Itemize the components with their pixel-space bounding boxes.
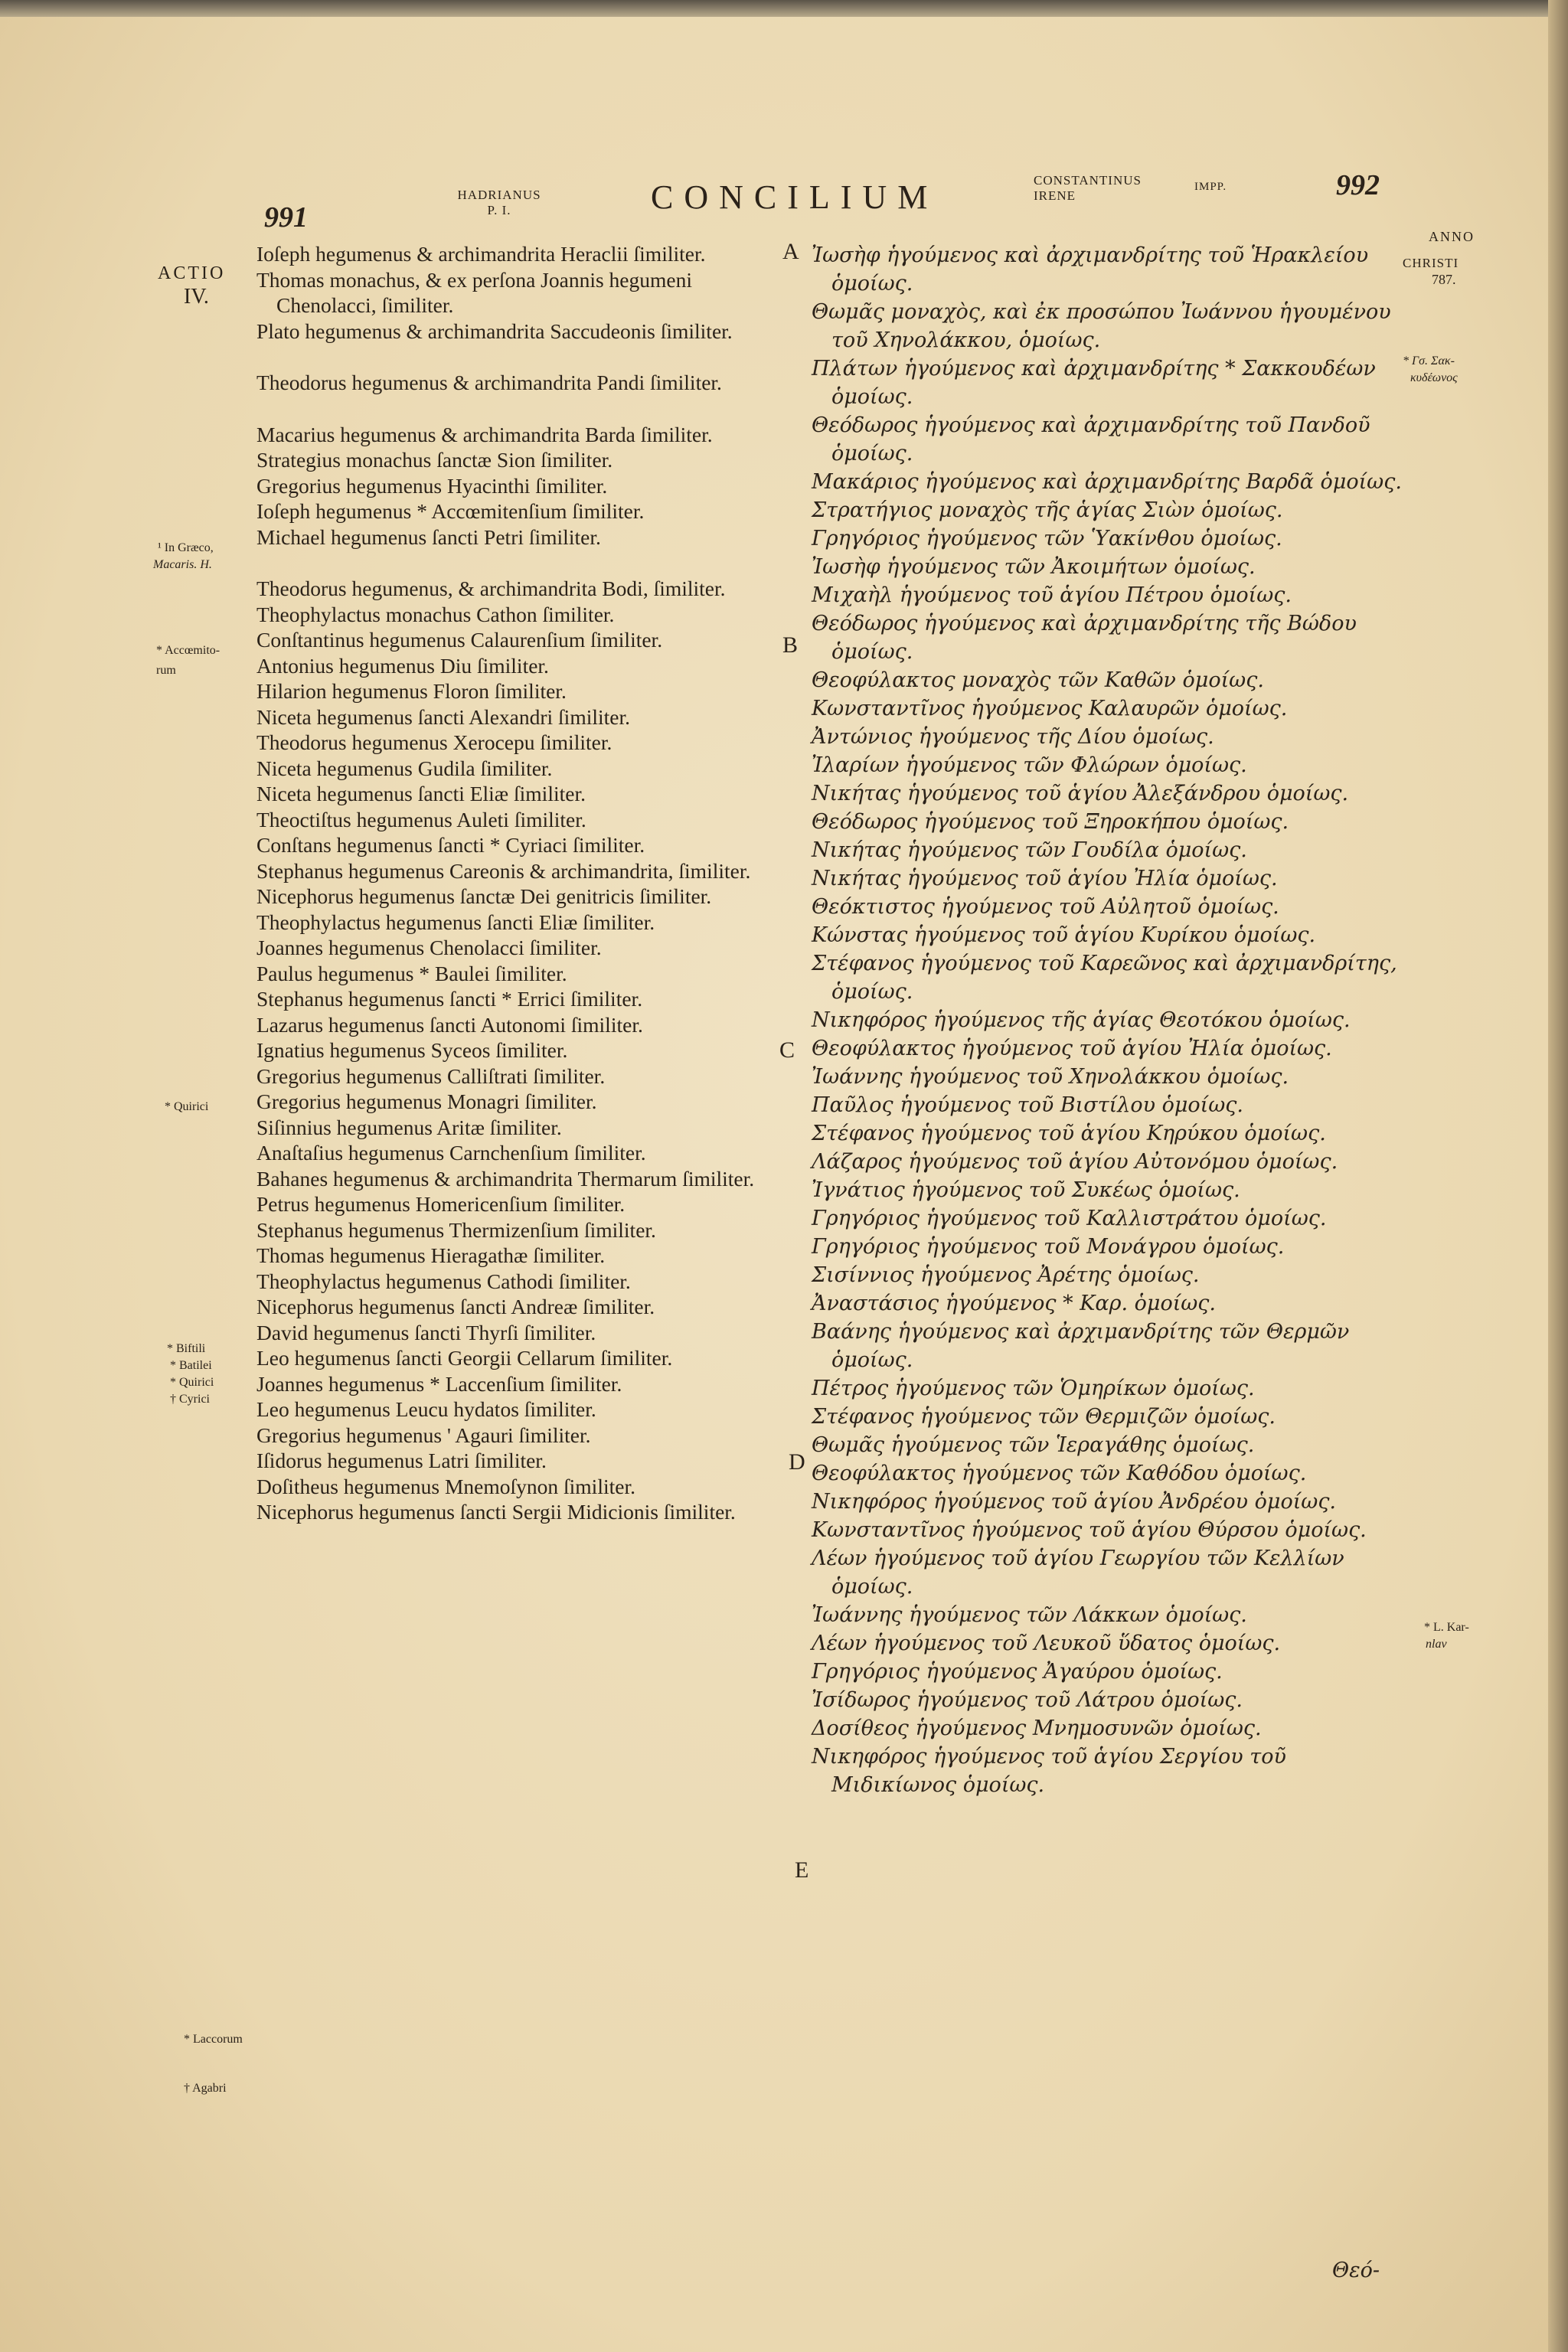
page-title: CONCILIUM <box>651 178 939 216</box>
margin-anno: ANNO <box>1429 229 1475 244</box>
greek-entry: Ἀντώνιος ἡγούμενος τῆς Δίου ὁμοίως. <box>812 725 1214 749</box>
margin-note: * Quirici <box>170 1376 214 1389</box>
latin-entry: Joannes hegumenus Chenolacci ſimiliter. <box>256 936 602 959</box>
margin-note: ¹ In Græco, <box>158 541 214 554</box>
greek-entry: Νικήτας ἡγούμενος τῶν Γουδίλα ὁμοίως. <box>812 838 1247 862</box>
latin-entry: Theophylactus hegumenus Cathodi ſimiliter. <box>256 1269 631 1293</box>
latin-entry: Lazarus hegumenus ſancti Autonomi ſimiliter. <box>256 1012 643 1037</box>
margin-note: rum <box>156 664 176 677</box>
latin-entry: Ioſeph hegumenus & archimandrita Heraclii ſimiliter. <box>256 242 706 266</box>
latin-entry: Bahanes hegumenus & archimandrita Thermarum ſimiliter. <box>256 1166 755 1191</box>
greek-entry: Θωμᾶς ἡγούμενος τῶν Ἱεραγάθης ὁμοίως. <box>812 1433 1255 1457</box>
latin-entry: Nicephorus hegumenus ſanctæ Dei genitricis ſimiliter. <box>256 884 712 908</box>
greek-entry: Νικηφόρος ἡγούμενος τοῦ ἁγίου Σεργίου τοῦ Μιδικίωνος ὁμοίως. <box>812 1745 1286 1797</box>
latin-entry: Joannes hegumenus * Laccenſium ſimiliter. <box>256 1371 622 1396</box>
right-running-head-impp: IMPP. <box>1194 181 1227 193</box>
greek-entry: Λέων ἡγούμενος τοῦ Λευκοῦ ὕδατος ὁμοίως. <box>812 1632 1281 1655</box>
latin-entry: Doſitheus hegumenus Mnemoſynon ſimiliter. <box>256 1474 635 1498</box>
latin-entry: Plato hegumenus & archimandrita Saccudeonis ſimiliter. <box>256 318 733 343</box>
page-right-edge <box>1548 0 1568 2352</box>
greek-entry: Στέφανος ἡγούμενος τοῦ ἁγίου Κηρύκου ὁμοίως. <box>812 1122 1326 1145</box>
latin-entry: Niceta hegumenus ſancti Eliæ ſimiliter. <box>256 782 586 805</box>
greek-entry: Μακάριος ἡγούμενος καὶ ἀρχιμανδρίτης Βαρδᾶ ὁμοίως. <box>812 470 1402 494</box>
catchword: Θεό- <box>1332 2259 1380 2282</box>
latin-entry: Gregorius hegumenus ' Agauri ſimiliter. <box>256 1423 591 1447</box>
latin-entry: Stephanus hegumenus Careonis & archimandrita, ſimiliter. <box>256 858 751 883</box>
latin-entry: David hegumenus ſancti Thyrſi ſimiliter. <box>256 1320 596 1344</box>
latin-entry: Thomas monachus, & ex perſona Joannis hegumeni Chenolacci, ſimiliter. <box>256 267 692 317</box>
latin-entry: Ignatius hegumenus Syceos ſimiliter. <box>256 1038 568 1062</box>
latin-entry: Theoctiſtus hegumenus Auleti ſimiliter. <box>256 807 586 831</box>
paragraph-gap <box>256 344 762 370</box>
greek-entry: Θεοφύλακτος ἡγούμενος τῶν Καθόδου ὁμοίως. <box>812 1462 1307 1485</box>
greek-entry: Θωμᾶς μοναχὸς, καὶ ἐκ προσώπου Ἰωάννου ἡγουμένου τοῦ Χηνολάκκου, ὁμοίως. <box>812 300 1391 352</box>
margin-note: † Cyrici <box>170 1393 210 1406</box>
latin-column <box>256 241 762 1525</box>
margin-actio: ACTIO <box>158 263 226 283</box>
greek-entry: Μιχαὴλ ἡγούμενος τοῦ ἁγίου Πέτρου ὁμοίως. <box>812 583 1292 607</box>
greek-entry: Ἀναστάσιος ἡγούμενος * Καρ. ὁμοίως. <box>812 1292 1217 1315</box>
margin-note: † Agabri <box>184 2082 227 2095</box>
latin-entry: Strategius monachus ſanctæ Sion ſimiliter. <box>256 448 613 472</box>
margin-note: * Laccorum <box>184 2033 243 2046</box>
margin-note: nlav <box>1426 1638 1447 1651</box>
right-running-head-line1: CONSTANTINUS <box>1034 173 1142 188</box>
left-running-head-line2: P. I. <box>487 203 511 217</box>
greek-entry: Πλάτων ἡγούμενος καὶ ἀρχιμανδρίτης * Σακκουδέων ὁμοίως. <box>812 357 1376 409</box>
right-running-head <box>1034 173 1171 204</box>
greek-entry: Γρηγόριος ἡγούμενος Ἀγαύρου ὁμοίως. <box>812 1660 1223 1684</box>
margin-note: Macaris. H. <box>153 558 212 571</box>
margin-christi: CHRISTI <box>1403 256 1459 270</box>
latin-entry: Theophylactus hegumenus ſancti Eliæ ſimiliter. <box>256 910 655 934</box>
greek-entry: Βαάνης ἡγούμενος καὶ ἀρχιμανδρίτης τῶν Θερμῶν ὁμοίως. <box>812 1320 1350 1372</box>
margin-note: * Γσ. Σακ- <box>1403 354 1455 368</box>
left-running-head <box>446 188 553 218</box>
latin-entry: Theophylactus monachus Cathon ſimiliter. <box>256 602 615 626</box>
latin-entry: Siſinnius hegumenus Aritæ ſimiliter. <box>256 1115 562 1139</box>
greek-entry: Παῦλος ἡγούμενος τοῦ Βιστίλου ὁμοίως. <box>812 1093 1243 1117</box>
latin-entry: Iſidorus hegumenus Latri ſimiliter. <box>256 1449 547 1472</box>
greek-entry: Κώνστας ἡγούμενος τοῦ ἁγίου Κυρίκου ὁμοίως. <box>812 923 1316 947</box>
greek-entry: Λέων ἡγούμενος τοῦ ἁγίου Γεωργίου τῶν Κελλίων ὁμοίως. <box>812 1547 1344 1599</box>
margin-note: * Quirici <box>165 1100 209 1113</box>
paragraph-gap <box>256 550 762 576</box>
latin-entry: Leo hegumenus ſancti Georgii Cellarum ſimiliter. <box>256 1346 673 1370</box>
latin-entry: Theodorus hegumenus, & archimandrita Bodi, ſimiliter. <box>256 577 726 600</box>
greek-entry: Λάζαρος ἡγούμενος τοῦ ἁγίου Αὐτονόμου ὁμοίως. <box>812 1150 1338 1174</box>
latin-entry: Thomas hegumenus Hieragathæ ſimiliter. <box>256 1243 606 1267</box>
greek-entry: Θεόδωρος ἡγούμενος καὶ ἀρχιμανδρίτης τῆς Βώδου ὁμοίως. <box>812 612 1357 664</box>
margin-actio-number: IV. <box>184 285 209 309</box>
greek-entry: Θεοφύλακτος μοναχὸς τῶν Καθῶν ὁμοίως. <box>812 668 1264 692</box>
latin-entry: Niceta hegumenus ſancti Alexandri ſimiliter. <box>256 704 630 729</box>
greek-entry: Νικήτας ἡγούμενος τοῦ ἁγίου Ἠλία ὁμοίως. <box>812 867 1278 890</box>
paragraph-gap <box>256 396 762 422</box>
latin-entry: Nicephorus hegumenus ſancti Sergii Midicionis ſimiliter. <box>256 1500 736 1524</box>
latin-entry: Gregorius hegumenus Monagri ſimiliter. <box>256 1089 597 1113</box>
greek-entry: Στέφανος ἡγούμενος τῶν Θερμιζῶν ὁμοίως. <box>812 1405 1276 1429</box>
latin-entry: Petrus hegumenus Homericenſium ſimiliter. <box>256 1192 626 1216</box>
greek-entry: Κωνσταντῖνος ἡγούμενος τοῦ ἁγίου Θύρσου ὁμοίως. <box>812 1518 1367 1542</box>
greek-entry: Θεοφύλακτος ἡγούμενος τοῦ ἁγίου Ἠλία ὁμοίως. <box>812 1037 1332 1060</box>
latin-entry: Stephanus hegumenus ſancti * Errici ſimiliter. <box>256 987 643 1011</box>
greek-entry: Γρηγόριος ἡγούμενος τοῦ Μονάγρου ὁμοίως. <box>812 1235 1285 1259</box>
margin-note: * Batilei <box>170 1359 212 1372</box>
latin-entry: Gregorius hegumenus Calliſtrati ſimiliter. <box>256 1063 606 1088</box>
greek-entry: Κωνσταντῖνος ἡγούμενος Καλαυρῶν ὁμοίως. <box>812 697 1288 720</box>
greek-entry: Δοσίθεος ἡγούμενος Μνημοσυνῶν ὁμοίως. <box>812 1717 1262 1740</box>
section-marker: A <box>782 239 799 264</box>
latin-entry: Theodorus hegumenus Xerocepu ſimiliter. <box>256 730 612 754</box>
latin-entry: Gregorius hegumenus Hyacinthi ſimiliter. <box>256 473 608 498</box>
greek-entry: Γρηγόριος ἡγούμενος τῶν Ὑακίνθου ὁμοίως. <box>812 527 1282 550</box>
section-marker: B <box>782 632 799 658</box>
page-top-edge <box>0 0 1568 17</box>
greek-entry: Ἰλαρίων ἡγούμενος τῶν Φλώρων ὁμοίως. <box>812 753 1247 777</box>
latin-entry: Niceta hegumenus Gudila ſimiliter. <box>256 756 553 780</box>
latin-entry: Theodorus hegumenus & archimandrita Pandi ſimiliter. <box>256 371 722 394</box>
margin-note: κυδέωνος <box>1410 371 1458 384</box>
greek-entry: Ἰγνάτιος ἡγούμενος τοῦ Συκέως ὁμοίως. <box>812 1178 1240 1202</box>
greek-entry: Νικήτας ἡγούμενος τοῦ ἁγίου Ἀλεξάνδρου ὁμοίως. <box>812 782 1349 805</box>
greek-entry: Θεόκτιστος ἡγούμενος τοῦ Αὐλητοῦ ὁμοίως. <box>812 895 1279 919</box>
margin-year: 787. <box>1432 272 1456 287</box>
latin-entry: Stephanus hegumenus Thermizenſium ſimiliter. <box>256 1217 656 1242</box>
greek-entry: Ἰωσὴφ ἡγούμενος καὶ ἀρχιμανδρίτης τοῦ Ἡρακλείου ὁμοίως. <box>812 243 1369 296</box>
greek-column <box>812 241 1409 1799</box>
section-marker: D <box>789 1449 805 1475</box>
margin-note: * Biftili <box>167 1342 206 1355</box>
greek-entry: Στέφανος ἡγούμενος τοῦ Καρεῶνος καὶ ἀρχιμανδρίτης, ὁμοίως. <box>812 952 1397 1004</box>
latin-entry: Paulus hegumenus * Baulei ſimiliter. <box>256 961 567 985</box>
greek-entry: Θεόδωρος ἡγούμενος τοῦ Ξηροκήπου ὁμοίως. <box>812 810 1289 834</box>
greek-entry: Ἰωάννης ἡγούμενος τῶν Λάκκων ὁμοίως. <box>812 1603 1247 1627</box>
latin-entry: Leo hegumenus Leucu hydatos ſimiliter. <box>256 1397 596 1421</box>
right-folio-number: 992 <box>1336 169 1380 201</box>
latin-entry: Nicephorus hegumenus ſancti Andreæ ſimiliter. <box>256 1295 655 1318</box>
section-marker: C <box>779 1037 795 1063</box>
greek-entry: Ἰσίδωρος ἡγούμενος τοῦ Λάτρου ὁμοίως. <box>812 1688 1243 1712</box>
latin-entry: Antonius hegumenus Diu ſimiliter. <box>256 653 549 678</box>
greek-entry: Ἰωάννης ἡγούμενος τοῦ Χηνολάκκου ὁμοίως. <box>812 1065 1289 1089</box>
greek-entry: Σισίννιος ἡγούμενος Ἀρέτης ὁμοίως. <box>812 1263 1200 1287</box>
left-folio-number: 991 <box>264 201 308 234</box>
section-marker: E <box>795 1857 809 1883</box>
greek-entry: Νικηφόρος ἡγούμενος τοῦ ἁγίου Ἀνδρέου ὁμοίως. <box>812 1490 1337 1514</box>
greek-entry: Ἰωσὴφ ἡγούμενος τῶν Ἀκοιμήτων ὁμοίως. <box>812 555 1256 579</box>
latin-entry: Anaſtaſius hegumenus Carnchenſium ſimiliter. <box>256 1141 646 1165</box>
margin-note: * L. Kar- <box>1424 1621 1469 1634</box>
latin-entry: Michael hegumenus ſancti Petri ſimiliter. <box>256 524 601 549</box>
greek-entry: Θεόδωρος ἡγούμενος καὶ ἀρχιμανδρίτης τοῦ Πανδοῦ ὁμοίως. <box>812 413 1370 466</box>
latin-entry: Macarius hegumenus & archimandrita Barda ſimiliter. <box>256 422 713 446</box>
greek-entry: Στρατήγιος μοναχὸς τῆς ἁγίας Σιὼν ὁμοίως. <box>812 498 1283 522</box>
right-running-head-line2: IRENE <box>1034 188 1076 203</box>
latin-entry: Hilarion hegumenus Floron ſimiliter. <box>256 679 567 703</box>
left-running-head-line1: HADRIANUS <box>457 188 541 202</box>
latin-entry: Ioſeph hegumenus * Accœmitenſium ſimiliter. <box>256 499 645 523</box>
latin-entry: Conſtans hegumenus ſancti * Cyriaci ſimiliter. <box>256 833 645 857</box>
latin-entry: Conſtantinus hegumenus Calaurenſium ſimiliter. <box>256 628 663 652</box>
greek-entry: Νικηφόρος ἡγούμενος τῆς ἁγίας Θεοτόκου ὁμοίως. <box>812 1008 1351 1032</box>
margin-note: * Accœmito- <box>156 644 220 657</box>
greek-entry: Γρηγόριος ἡγούμενος τοῦ Καλλιστράτου ὁμοίως. <box>812 1207 1327 1230</box>
greek-entry: Πέτρος ἡγούμενος τῶν Ὁμηρίκων ὁμοίως. <box>812 1377 1255 1400</box>
